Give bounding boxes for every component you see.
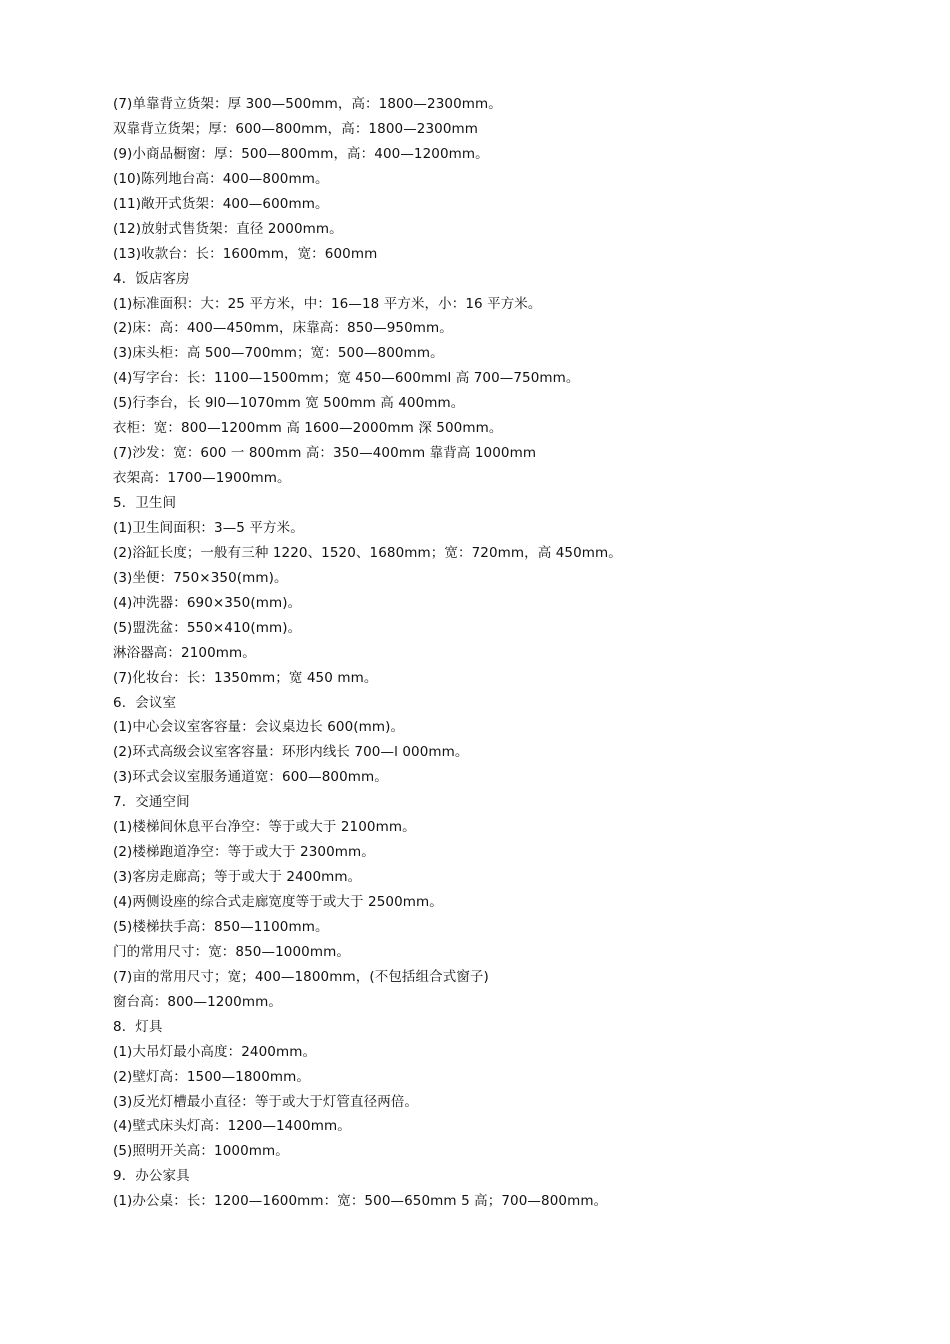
text-line: 衣柜：宽：800—1200mm 高 1600—2000mm 深 500mm。 — [113, 420, 503, 437]
text-line: (3)床头柜：高 500—700mm；宽：500—800mm。 — [113, 345, 444, 362]
text-line: (9)小商品橱窗：厚：500—800mm，高：400—1200mm。 — [113, 145, 489, 162]
text-line: (1)标准面积：大：25 平方米，中：16—18 平方米，小：16 平方米。 — [113, 295, 542, 312]
text-line: (5)楼梯扶手高：850—1100mm。 — [113, 918, 329, 935]
text-line: 双靠背立货架；厚：600—800mm，高：1800—2300mm — [113, 120, 479, 137]
section-heading: 7．交通空间 — [113, 794, 190, 811]
text-line: (12)放射式售货架：直径 2000mm。 — [113, 220, 343, 237]
section-heading: 5．卫生间 — [113, 495, 177, 511]
text-line: 衣架高：1700—1900mm。 — [113, 470, 291, 487]
text-line: 门的常用尺寸：宽：850—1000mm。 — [113, 943, 350, 960]
text-line: 淋浴器高：2100mm。 — [113, 644, 256, 661]
section-heading: 9．办公家具 — [113, 1168, 190, 1185]
text-line: (1)大吊灯最小高度：2400mm。 — [113, 1043, 317, 1060]
text-line: (4)壁式床头灯高：1200—1400mm。 — [113, 1118, 351, 1135]
text-line: (1)楼梯间休息平台净空：等于或大于 2100mm。 — [113, 819, 416, 836]
document-body — [113, 92, 893, 1214]
text-line: (5)照明开关高：1000mm。 — [113, 1143, 289, 1160]
text-line: (1)中心会议室客容量：会议桌边长 600(mm)。 — [113, 719, 405, 736]
text-line: (5)盟洗盆：550×410(mm)。 — [113, 619, 302, 636]
section-heading: 4．饭店客房 — [113, 270, 190, 287]
text-line: (3)环式会议室服务通道宽：600—800mm。 — [113, 769, 388, 786]
text-line: (11)敞开式货架：400—600mm。 — [113, 195, 329, 212]
text-line: (1)办公桌：长：1200—1600mm：宽：500—650mm 5 高；700—800mm。 — [113, 1193, 608, 1210]
text-line: (2)浴缸长度；一般有三种 1220、1520、1680mm；宽：720mm，高 450mm。 — [113, 544, 622, 561]
text-line: (10)陈列地台高：400—800mm。 — [113, 170, 329, 187]
text-line: (3)客房走廊高；等于或大于 2400mm。 — [113, 869, 362, 886]
section-heading: 6．会议室 — [113, 694, 177, 711]
text-line: (13)收款台：长：1600mm，宽：600mm — [113, 245, 378, 262]
text-line: (4)写字台：长：1100—1500mm；宽 450—600mml 高 700—750mm。 — [113, 370, 580, 387]
text-line: (4)两侧设座的综合式走廊宽度等于或大于 2500mm。 — [113, 894, 443, 910]
text-line: (7)化妆台：长：1350mm；宽 450 mm。 — [113, 669, 378, 686]
text-line: (7)沙发：宽：600 一 800mm 高：350—400mm 靠背高 1000mm — [113, 445, 537, 462]
text-line: (7)亩的常用尺寸；宽；400—1800mm，(不包括组合式窗子) — [113, 968, 489, 985]
text-line: (1)卫生间面积：3—5 平方米。 — [113, 519, 304, 536]
text-line: (2)楼梯跑道净空：等于或大于 2300mm。 — [113, 844, 375, 861]
text-line: (2)壁灯高：1500—1800mm。 — [113, 1068, 311, 1085]
text-line: (3)反光灯槽最小直径：等于或大于灯管直径两倍。 — [113, 1093, 419, 1110]
text-line: (5)行李台，长 9l0—1070mm 宽 500mm 高 400mm。 — [113, 395, 465, 412]
text-line: (2)环式高级会议室客容量：环形内线长 700—l 000mm。 — [113, 744, 469, 761]
text-line: (7)单靠背立货架：厚 300—500mm，高：1800—2300mm。 — [113, 96, 502, 112]
text-line: (3)坐便：750×350(mm)。 — [113, 569, 288, 586]
section-heading: 8．灯具 — [113, 1018, 163, 1035]
text-line: 窗台高：800—1200mm。 — [113, 993, 282, 1010]
text-line: (2)床：高：400—450mm，床靠高：850—950mm。 — [113, 320, 453, 337]
text-line: (4)冲洗器：690×350(mm)。 — [113, 594, 302, 611]
